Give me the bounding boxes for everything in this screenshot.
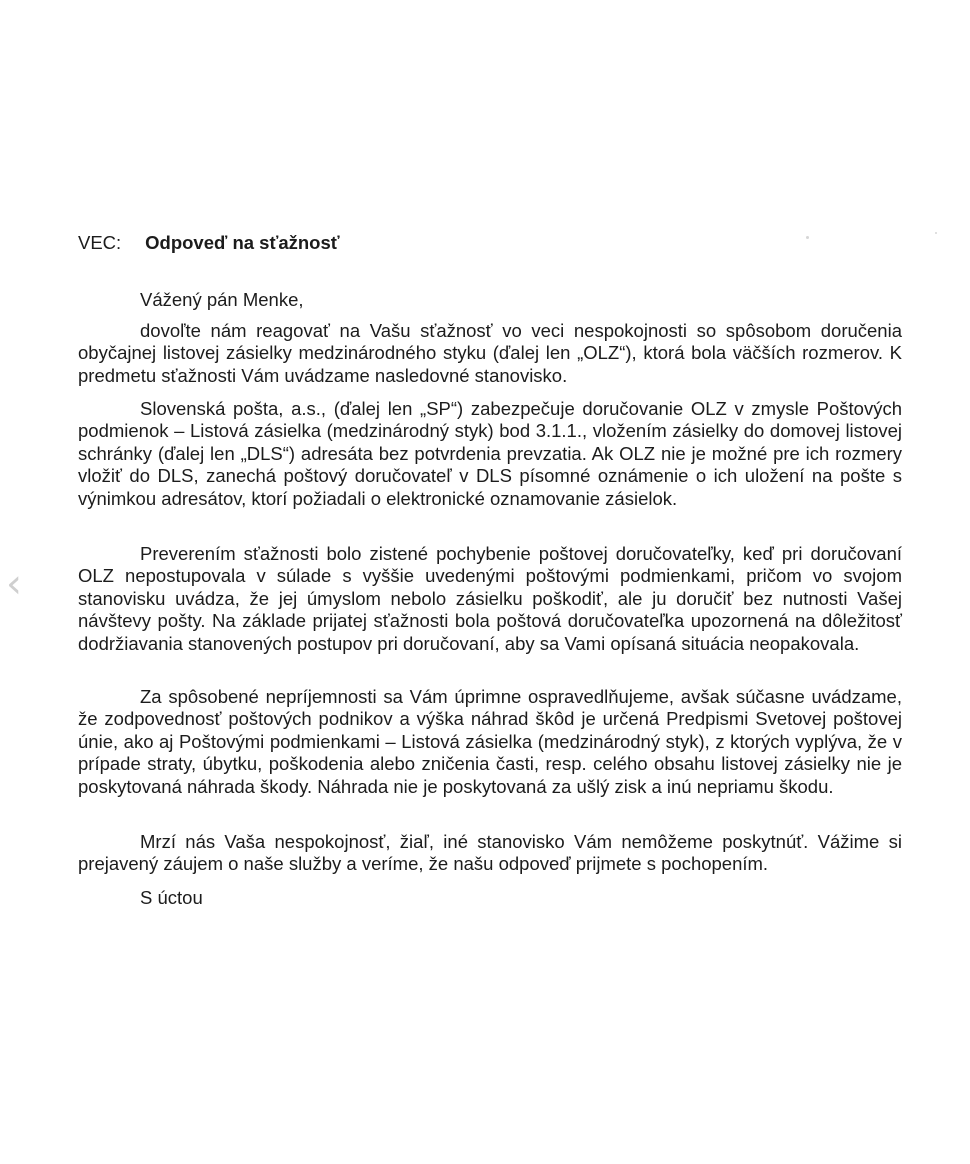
paragraph-delivery-rules: Slovenská pošta, a.s., (ďalej len „SP“) zabezpečuje doručovanie OLZ v zmysle Poštových podmienok – Listová zásielka (medzinárodný styk) bod 3.1.1., vložením zásielky do domovej listovej schránky (ďalej len „DLS“) adresáta bez potvrdenia prevzatia. Ak OLZ nie je možné pre ich rozmery vložiť do DLS, zanechá poštový doručovateľ v DLS písomné oznámenie o ich uložení na pošte s výnimkou adresátov, ktorí požiadali o elektronické oznamovanie zásielok. [78,398,902,509]
salutation: Vážený pán Menke, [140,289,304,310]
subject-line [78,232,340,254]
paragraph-compensation: Za spôsobené nepríjemnosti sa Vám úprimne ospravedlňujeme, avšak súčasne uvádzame, že zodpovednosť poštových podnikov a výška náhrad škôd je určená Predpismi Svetovej poštovej únie, ako aj Poštovými podmienkami – Listová zásielka (medzinárodný styk), z ktorých vyplýva, že v prípade straty, úbytku, poškodenia alebo zničenia časti, resp. celého obsahu listovej zásielky nie je poskytovaná náhrada škody. Náhrada nie je poskytovaná za ušlý zisk a inú nepriamu škodu. [78,686,902,797]
paragraph-intro: dovoľte nám reagovať na Vašu sťažnosť vo veci nespokojnosti so spôsobom doručenia obyčajnej listovej zásielky medzinárodného styku (ďalej len „OLZ“), ktorá bola väčších rozmerov. K predmetu sťažnosti Vám uvádzame nasledovné stanovisko. [78,320,902,386]
subject-title: Odpoveď na sťažnosť [145,232,340,253]
scan-speck [806,236,809,239]
paragraph-regret: Mrzí nás Vaša nespokojnosť, žiaľ, iné stanovisko Vám nemôžeme poskytnúť. Vážime si prejavený záujem o naše služby a veríme, že našu odpoveď prijmete s pochopením. [78,831,902,875]
chevron-left-icon[interactable]: ‹ [6,561,22,607]
paragraph-investigation: Preverením sťažnosti bolo zistené pochybenie poštovej doručovateľky, keď pri doručovaní OLZ nepostupovala v súlade s vyššie uvedenými poštovými podmienkami, pričom vo svojom stanovisku uvádza, že jej úmyslom nebolo zásielku poškodiť, ale ju doručiť bez nutnosti Vašej návštevy pošty. Na základe prijatej sťažnosti bola poštová doručovateľka upozornená na dôležitosť dodržiavania stanovených postupov pri doručovaní, aby sa Vami opísaná situácia neopakovala. [78,543,902,654]
scan-speck [935,232,937,234]
subject-label: VEC: [78,232,122,253]
closing: S úctou [140,887,203,908]
